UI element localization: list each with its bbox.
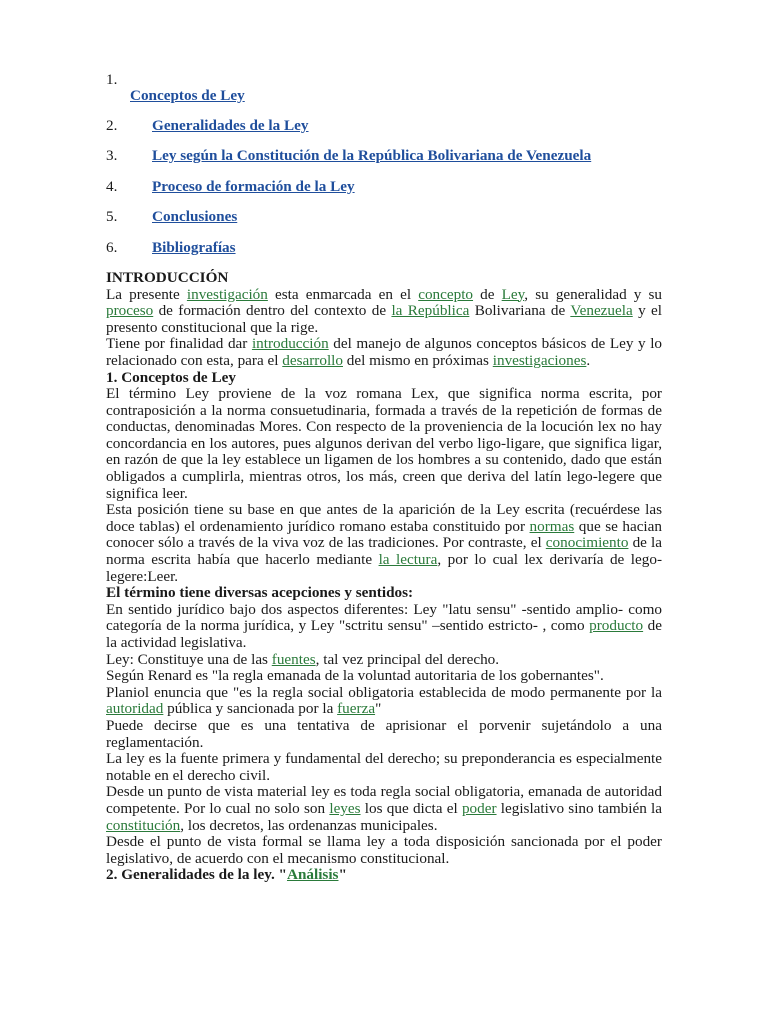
toc-link-conclusiones[interactable]: Conclusiones [152,208,238,226]
link-desarrollo[interactable]: desarrollo [282,351,343,369]
text: 2. Generalidades de la ley. " [106,866,287,884]
text: pública y sancionada por la [163,700,338,718]
text: Bolivariana de [469,302,571,320]
intro-paragraph-1 [106,287,662,337]
section-1-heading: 1. Conceptos de Ley [106,368,236,386]
section-1-paragraph-10: Desde el punto de vista formal se llama ley a toda disposición sancionada por el poder legislativo, de acuerdo con el mecanismo constitucional. [106,833,662,867]
intro-heading: INTRODUCCIÓN [106,268,229,286]
toc-number: 5. [106,208,118,226]
text: La presente [106,285,187,303]
text: . [586,351,591,369]
text: de formación dentro del contexto de [153,302,392,320]
link-ley[interactable]: Ley [501,285,525,303]
section-1-paragraph-8: La ley es la fuente primera y fundamental del derecho; su preponderancia es especialmente notable en el derecho civil. [106,750,662,784]
text: , por lo cual lex derivaría de lego-legere:Leer. [106,551,662,585]
text: Desde un punto de vista material ley es toda regla social obligatoria, emanada de autoridad competente. Por lo cual no solo son [106,783,662,817]
toc-item-6 [106,240,662,270]
text: de la norma escrita había que hacerlo mediante [106,534,663,569]
link-analisis[interactable]: Análisis [286,866,339,884]
section-1-paragraph-3 [106,602,662,652]
text: que se hacian conocer sólo a través de la viva voz de las tradiciones. Por contraste, el [106,517,662,552]
link-la-lectura[interactable]: la lectura [378,551,438,569]
text: , los decretos, las ordenanzas municipales. [180,816,438,834]
link-fuentes[interactable]: fuentes [271,650,316,668]
toc-link-conceptos-de-ley[interactable]: Conceptos de Ley [130,87,245,104]
link-la-republica[interactable]: la República [391,302,470,320]
toc-number: 4. [106,177,118,195]
toc-item-3 [106,148,662,178]
text: Tiene por finalidad dar [106,335,252,353]
text: Ley: Constituye una de las [106,650,272,668]
text: legislativo sino también la [496,799,662,817]
text: Planiol enuncia que "es la regla social obligatoria establecida de modo permanente por la [106,683,662,701]
text: de la actividad legislativa. [106,617,662,652]
toc-number: 1. [106,71,118,88]
text: , tal vez principal del derecho. [315,650,500,668]
text: " [375,700,382,718]
link-producto[interactable]: producto [589,617,644,635]
link-investigacion[interactable]: investigación [186,285,268,303]
text: En sentido jurídico bajo dos aspectos diferentes: Ley "latu sensu" -sentido amplio- como categoría de la norma jurídica, y Ley "sctritu sensu" –sentido estricto- , como [106,600,662,635]
table-of-contents [106,72,662,270]
section-1-paragraph-7: Puede decirse que es una tentativa de aprisionar el porvenir sujetándolo a una reglamentación. [106,716,662,751]
toc-item-5 [106,209,662,239]
link-concepto[interactable]: concepto [418,285,474,303]
link-leyes[interactable]: leyes [329,799,361,817]
toc-item-4 [106,179,662,209]
link-conocimiento[interactable]: conocimiento [545,534,629,552]
acepciones-subheading: El término tiene diversas acepciones y sentidos: [106,584,414,602]
text: esta enmarcada en el [267,285,419,303]
text: " [338,866,347,884]
section-1-paragraph-4 [106,652,662,669]
toc-item-2 [106,118,662,148]
text: Esta posición tiene su base en que antes de la aparición de la Ley escrita (recuérdese las doce tablas) el ordenamiento jurídico romano estaba constituido por [106,501,662,535]
link-normas[interactable]: normas [529,517,575,535]
link-autoridad[interactable]: autoridad [106,700,164,718]
section-1-paragraph-1: El término Ley proviene de la voz romana Lex, que significa norma escrita, por contraposición a la norma consuetudinaria, formada a través de la repetición de formas de conductas, denominadas Mores. Con respecto de la proveniencia de la locución lex no hay concordancia en los autores, pues algunos derivan del verbo ligo-ligare, que significa ligar, en razón de que la ley establece un ligamen de los hombres a su contenido, dado que están obligados a cumplirla, mientras otros, los más, creen que deriva del latín lego-legere que significa leer. [106,385,662,502]
text: de [473,285,502,303]
toc-link-constitucion[interactable]: Ley según la Constitución de la República Bolivariana de Venezuela [152,147,592,165]
toc-link-proceso[interactable]: Proceso de formación de la Ley [152,177,355,195]
toc-link-bibliografias[interactable]: Bibliografías [152,238,236,256]
text: del mismo en próximas [343,351,493,369]
section-2-heading [106,867,662,884]
intro-paragraph-2 [106,336,662,369]
toc-number: 6. [106,238,118,256]
toc-number: 2. [106,117,118,134]
link-proceso[interactable]: proceso [106,302,154,320]
text: del manejo de algunos conceptos básicos de Ley y lo relacionado con esta, para el [106,335,663,369]
toc-number: 3. [106,147,118,165]
toc-item-1 [106,72,662,88]
section-1-paragraph-6 [106,685,662,718]
text: los que dicta el [360,799,462,817]
section-1-paragraph-5: Según Renard es "la regla emanada de la voluntad autoritaria de los gobernantes". [106,667,604,685]
link-poder[interactable]: poder [461,799,497,817]
link-introduccion[interactable]: introducción [251,335,329,353]
link-investigaciones[interactable]: investigaciones [492,351,587,369]
section-1-paragraph-2 [106,502,662,585]
text: y el presento constitucional que la rige. [106,302,662,336]
text: , su generalidad y su [524,285,663,303]
link-fuerza[interactable]: fuerza [337,700,376,718]
toc-link-generalidades[interactable]: Generalidades de la Ley [152,117,309,134]
link-venezuela[interactable]: Venezuela [570,302,633,320]
link-constitucion[interactable]: constitución [106,816,181,834]
section-1-paragraph-9 [106,784,662,834]
